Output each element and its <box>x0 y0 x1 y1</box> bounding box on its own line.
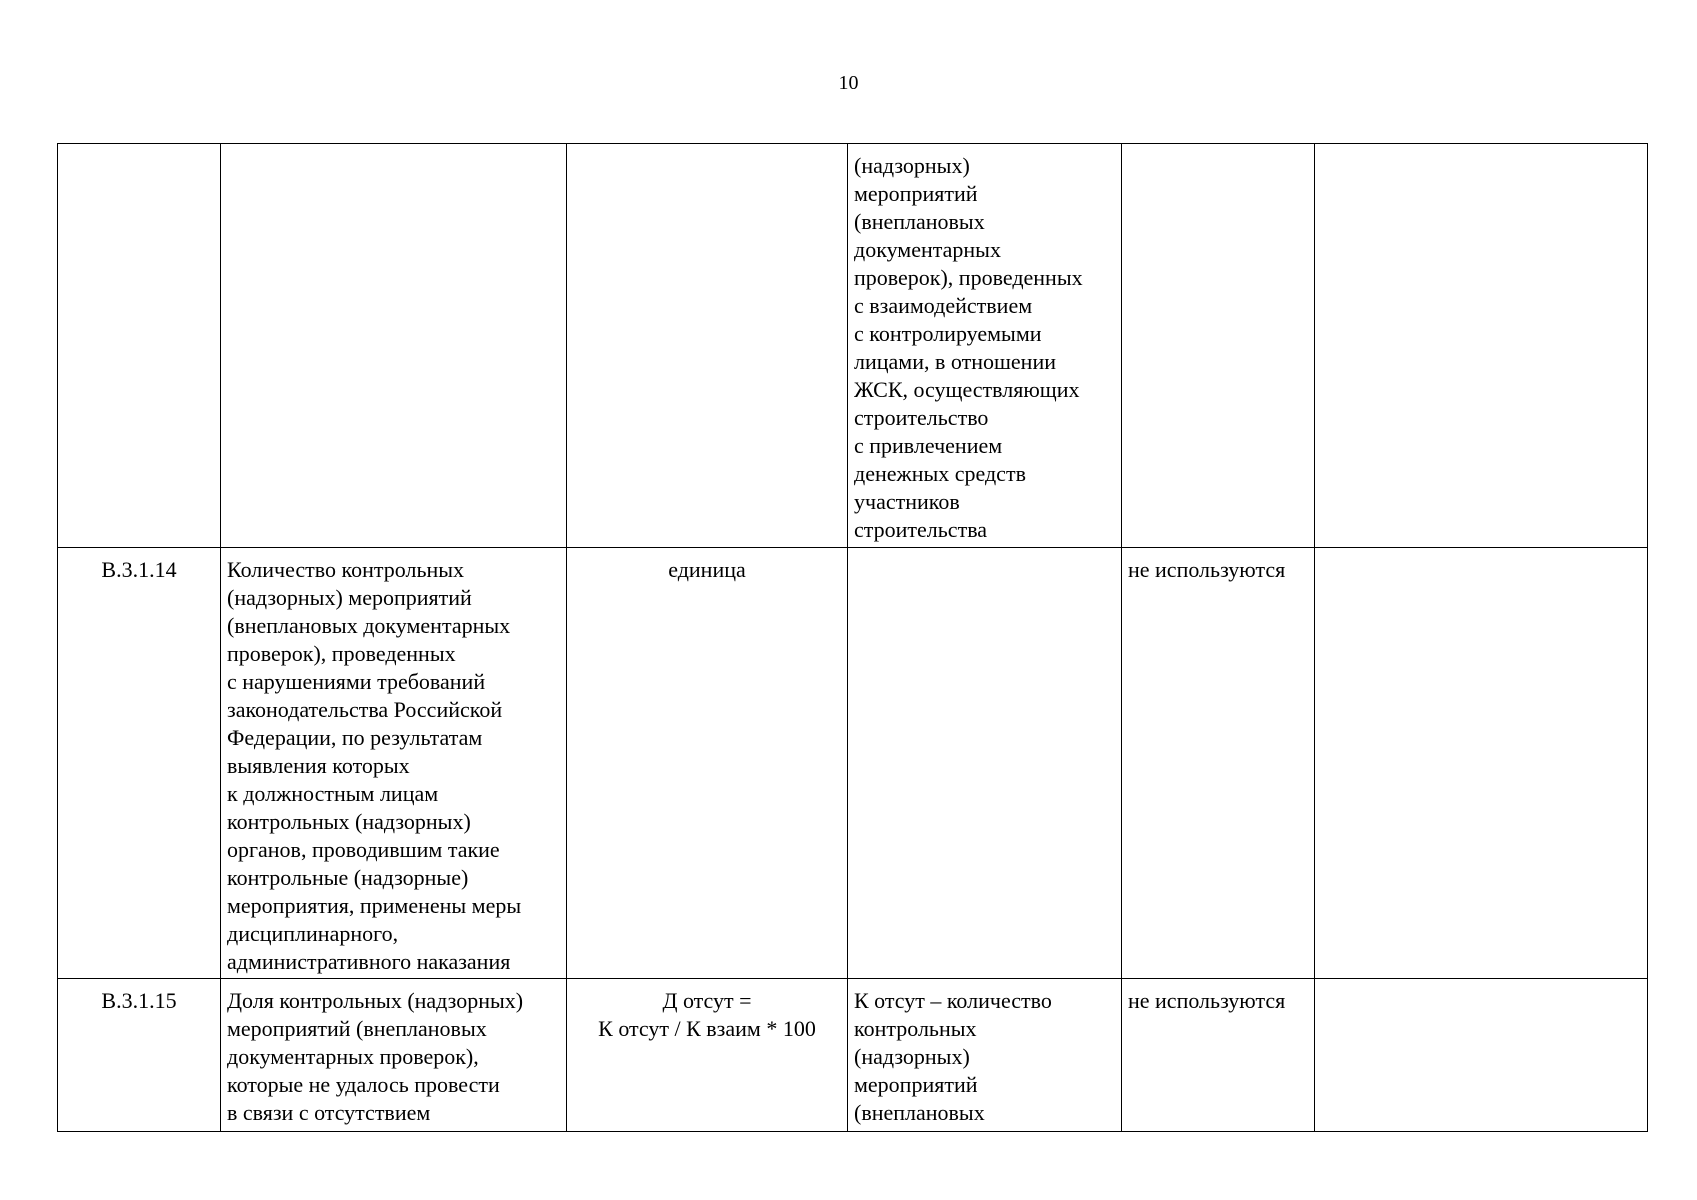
definition-line: мероприятий <box>854 181 978 206</box>
definition-line: (внеплановых <box>854 1100 985 1125</box>
definition-line: мероприятий <box>854 1072 978 1097</box>
code-cell <box>58 979 221 1132</box>
usage-text: не используются <box>1128 988 1286 1013</box>
definition-line: контрольных <box>854 1016 977 1041</box>
definition-line: (внеплановых <box>854 209 985 234</box>
definition-line: денежных средств <box>854 461 1026 486</box>
table-body <box>58 144 1648 1132</box>
indicator-name-line: Федерации, по результатам <box>227 725 483 750</box>
indicator-name-line: (надзорных) мероприятий <box>227 585 472 610</box>
indicators-table <box>57 143 1648 1132</box>
indicator-name-line: дисциплинарного, <box>227 921 399 946</box>
indicator-name-line: документарных проверок), <box>227 1044 479 1069</box>
definition-line: проверок), проведенных <box>854 265 1083 290</box>
formula-cell <box>567 144 848 548</box>
indicator-name-line: к должностным лицам <box>227 781 439 806</box>
indicator-name-cell <box>221 979 567 1132</box>
usage-cell <box>1122 979 1315 1132</box>
indicator-name-line: с нарушениями требований <box>227 669 486 694</box>
indicator-name-line: мероприятия, применены меры <box>227 893 522 918</box>
usage-cell <box>1122 548 1315 979</box>
indicator-name-line: Доля контрольных (надзорных) <box>227 988 524 1013</box>
definition-cell <box>848 979 1122 1132</box>
definition-line: К отсут – количество <box>854 988 1052 1013</box>
table-row <box>58 979 1648 1132</box>
formula-cell <box>567 979 848 1132</box>
definition-line: лицами, в отношении <box>854 349 1056 374</box>
indicator-name-line: в связи с отсутствием <box>227 1100 431 1125</box>
definition-cell <box>848 144 1122 548</box>
formula-cell <box>567 548 848 979</box>
extra-cell <box>1315 144 1648 548</box>
code-text: В.3.1.14 <box>101 557 177 582</box>
indicator-name-line: которые не удалось провести <box>227 1072 500 1097</box>
extra-cell <box>1315 979 1648 1132</box>
formula-line: единица <box>668 557 746 582</box>
indicator-name-line: мероприятий (внеплановых <box>227 1016 487 1041</box>
extra-cell <box>1315 548 1648 979</box>
indicator-name-line: выявления которых <box>227 753 410 778</box>
formula-line: К отсут / К взаим * 100 <box>598 1016 816 1041</box>
definition-line: документарных <box>854 237 1001 262</box>
definition-line: с привлечением <box>854 433 1003 458</box>
table-row <box>58 548 1648 979</box>
indicator-name-line: (внеплановых документарных <box>227 613 511 638</box>
definition-line: с взаимодействием <box>854 293 1033 318</box>
indicator-name-line: органов, проводившим такие <box>227 837 500 862</box>
indicator-name-line: контрольные (надзорные) <box>227 865 469 890</box>
formula-line: Д отсут = <box>662 988 752 1013</box>
indicator-name-line: проверок), проведенных <box>227 641 456 666</box>
indicator-name-cell <box>221 144 567 548</box>
definition-cell <box>848 548 1122 979</box>
page-number: 10 <box>838 72 859 94</box>
code-cell <box>58 144 221 548</box>
code-cell <box>58 548 221 979</box>
code-text: В.3.1.15 <box>101 988 177 1013</box>
indicator-name-line: административного наказания <box>227 949 511 974</box>
usage-cell <box>1122 144 1315 548</box>
table-row <box>58 144 1648 548</box>
definition-line: участников <box>854 489 960 514</box>
definition-line: (надзорных) <box>854 153 970 178</box>
definition-line: (надзорных) <box>854 1044 970 1069</box>
definition-line: ЖСК, осуществляющих <box>854 377 1080 402</box>
indicator-name-line: законодательства Российской <box>227 697 503 722</box>
definition-line: строительства <box>854 517 988 542</box>
definition-line: строительство <box>854 405 989 430</box>
indicator-name-cell <box>221 548 567 979</box>
definition-line: с контролируемыми <box>854 321 1042 346</box>
indicator-name-line: Количество контрольных <box>227 557 465 582</box>
usage-text: не используются <box>1128 557 1286 582</box>
indicator-name-line: контрольных (надзорных) <box>227 809 471 834</box>
